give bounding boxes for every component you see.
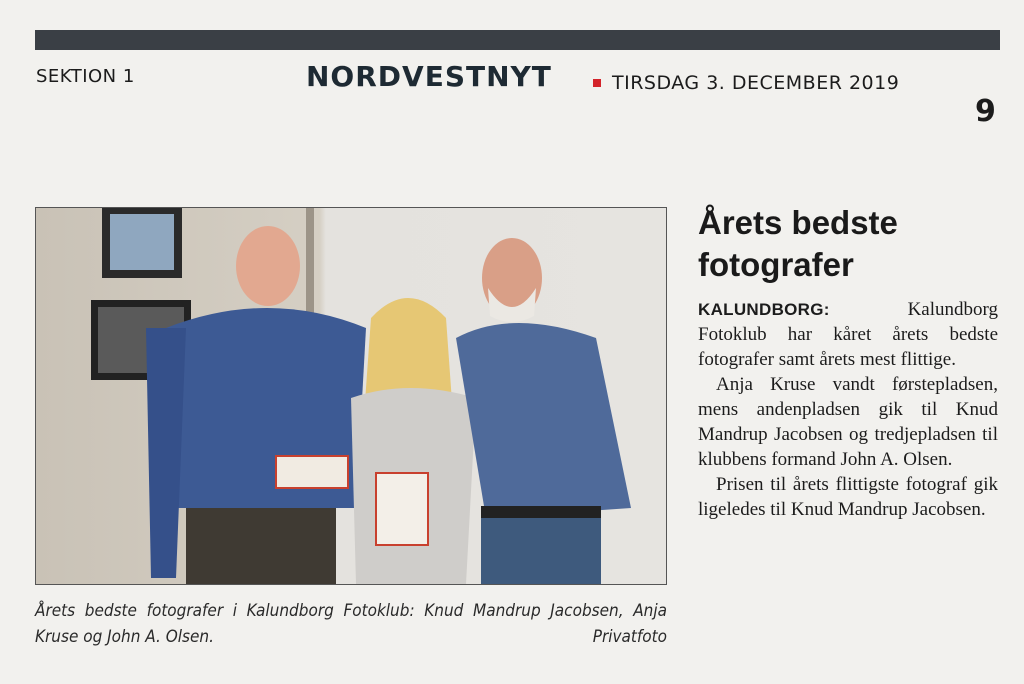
article-paragraph-3: Prisen til årets flittigste fotograf gik ligeledes til Knud Mandrup Jacobsen. — [698, 474, 998, 520]
article-paragraph-2: Anja Kruse vandt førstepladsen, mens andenpladsen gik til Knud Mandrup Jacobsen og tredjepladsen til klubbens formand John A. Olsen. — [698, 374, 998, 470]
header-rule — [35, 30, 1000, 50]
diploma-left — [276, 456, 348, 488]
newspaper-masthead: NORDVESTNYT — [306, 60, 552, 93]
person-left-trousers — [186, 508, 336, 584]
person-right-jeans — [481, 508, 601, 584]
headline-line-1: Årets bedste — [698, 204, 898, 241]
wall-picture-top — [110, 214, 174, 270]
article-paragraph-1 — [698, 297, 998, 372]
photo-illustration — [36, 208, 666, 584]
person-right-shirt — [456, 323, 631, 518]
headline-line-2: fotografer — [698, 246, 854, 283]
issue-date: TIRSDAG 3. DECEMBER 2019 — [612, 72, 900, 94]
masthead-bullet-icon — [593, 79, 601, 87]
photo-caption — [35, 598, 667, 650]
person-left-head — [236, 226, 300, 306]
paragraph-1-text: Kalundborg Fotoklub har kåret årets bedste fotografer samt årets mest flittige. — [698, 299, 998, 370]
caption-text: Årets bedste fotografer i Kalundborg Fotoklub: Knud Mandrup Jacobsen, Anja Kruse og John A. Olsen. — [35, 601, 667, 647]
section-label: SEKTION 1 — [36, 66, 135, 87]
person-right-belt — [481, 506, 601, 518]
article-headline — [698, 202, 998, 286]
news-photo — [35, 207, 667, 585]
article-body — [698, 297, 998, 522]
page-number: 9 — [975, 94, 996, 129]
article-dateline: KALUNDBORG: — [698, 300, 830, 319]
diploma-middle — [376, 473, 428, 545]
photo-credit: Privatfoto — [592, 627, 667, 647]
person-left-arm — [146, 328, 186, 578]
